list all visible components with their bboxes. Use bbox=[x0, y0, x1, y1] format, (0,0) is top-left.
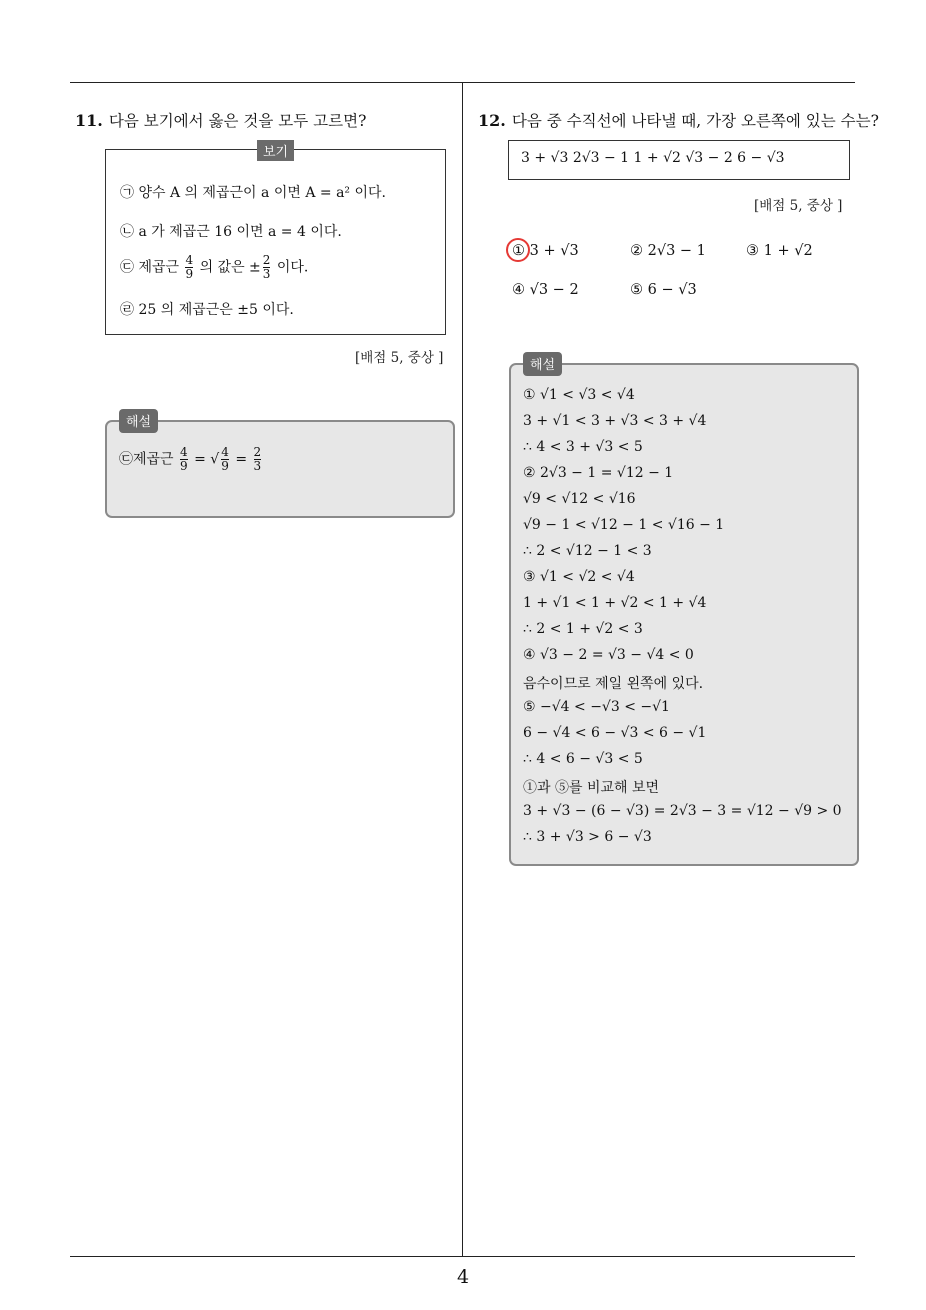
bogi-item-3 bbox=[120, 254, 308, 281]
solution-line: ∴ 2 < √12 − 1 < 3 bbox=[523, 543, 652, 559]
solution-line: √9 − 1 < √12 − 1 < √16 − 1 bbox=[523, 517, 725, 533]
solution-line: ④ √3 − 2 = √3 − √4 < 0 bbox=[523, 647, 694, 663]
page-number: 4 bbox=[456, 1266, 470, 1288]
solution-line: √9 < √12 < √16 bbox=[523, 491, 636, 507]
solution-line: ∴ 4 < 6 − √3 < 5 bbox=[523, 751, 643, 767]
solution-equals-sqrt: = √ bbox=[194, 451, 220, 468]
choice-2[interactable]: ② 2√3 − 1 bbox=[630, 243, 706, 259]
bottom-rule bbox=[70, 1256, 855, 1257]
solution-line: 1 + √1 < 1 + √2 < 1 + √4 bbox=[523, 595, 707, 611]
fraction-numerator: 4 bbox=[221, 445, 229, 459]
bogi-item-4: ㉣ 25 의 제곱근은 ±5 이다. bbox=[120, 302, 294, 318]
choice-4[interactable]: ④ √3 − 2 bbox=[512, 282, 579, 298]
bogi-item-2: ㉡ a 가 제곱근 16 이면 a = 4 이다. bbox=[120, 224, 342, 240]
question-12-title bbox=[478, 109, 879, 131]
fraction-numerator: 2 bbox=[262, 253, 271, 267]
choice-3[interactable]: ③ 1 + √2 bbox=[746, 243, 813, 259]
question-11-meta: [배점 5, 중상 ] bbox=[355, 350, 444, 366]
fraction bbox=[185, 254, 193, 281]
solution-line bbox=[119, 446, 263, 473]
question-12-number: 12. bbox=[478, 111, 506, 130]
fraction bbox=[263, 254, 271, 281]
bogi-label: 보기 bbox=[257, 140, 294, 161]
solution-line: 3 + √3 − (6 − √3) = 2√3 − 3 = √12 − √9 > 0 bbox=[523, 803, 842, 819]
question-12-box-text: 3 + √3 2√3 − 1 1 + √2 √3 − 2 6 − √3 bbox=[521, 150, 785, 166]
question-12-meta: [배점 5, 중상 ] bbox=[754, 198, 843, 214]
fraction-numerator: 2 bbox=[253, 445, 262, 459]
question-12-solution bbox=[509, 358, 859, 866]
fraction-denominator: 3 bbox=[253, 459, 262, 474]
question-12-text: 다음 중 수직선에 나타낼 때, 가장 오른쪽에 있는 수는? bbox=[511, 112, 879, 130]
fraction bbox=[254, 446, 262, 473]
fraction-numerator: 4 bbox=[185, 253, 194, 267]
solution-line: 6 − √4 < 6 − √3 < 6 − √1 bbox=[523, 725, 707, 741]
bogi-item-3-end: 이다. bbox=[276, 259, 309, 276]
question-11-number: 11. bbox=[75, 111, 103, 130]
solution-line: ① √1 < √3 < √4 bbox=[523, 387, 635, 403]
solution-prefix: ㉢제곱근 bbox=[119, 451, 174, 468]
question-11-text: 다음 보기에서 옳은 것을 모두 고르면? bbox=[108, 112, 367, 130]
fraction-numerator: 4 bbox=[180, 445, 188, 459]
fraction-denominator: 9 bbox=[221, 459, 229, 474]
solution-label: 해설 bbox=[119, 409, 158, 433]
fraction-denominator: 9 bbox=[185, 267, 194, 282]
solution-equals: = bbox=[235, 451, 248, 468]
solution-line: ③ √1 < √2 < √4 bbox=[523, 569, 635, 585]
solution-line: ∴ 3 + √3 > 6 − √3 bbox=[523, 829, 652, 845]
choice-1[interactable]: ① 3 + √3 bbox=[512, 243, 579, 259]
question-12-box bbox=[508, 140, 850, 180]
question-11-solution bbox=[105, 415, 455, 518]
bogi-box bbox=[105, 145, 446, 335]
bogi-item-3-prefix: ㉢ 제곱근 bbox=[120, 259, 180, 276]
column-divider bbox=[462, 83, 463, 1256]
solution-line: ①과 ⑤를 비교해 보면 bbox=[523, 780, 660, 796]
choice-5[interactable]: ⑤ 6 − √3 bbox=[630, 282, 697, 298]
fraction bbox=[221, 446, 229, 473]
solution-line: 3 + √1 < 3 + √3 < 3 + √4 bbox=[523, 413, 707, 429]
fraction-denominator: 3 bbox=[262, 267, 271, 282]
question-11-title bbox=[75, 109, 366, 131]
solution-line: ∴ 2 < 1 + √2 < 3 bbox=[523, 621, 643, 637]
bogi-item-3-mid: 의 값은 ± bbox=[199, 259, 261, 276]
solution-label: 해설 bbox=[523, 352, 562, 376]
bogi-item-1: ㉠ 양수 A 의 제곱근이 a 이면 A = a² 이다. bbox=[120, 185, 386, 201]
solution-line: ∴ 4 < 3 + √3 < 5 bbox=[523, 439, 643, 455]
solution-line: ⑤ −√4 < −√3 < −√1 bbox=[523, 699, 670, 715]
solution-line: ② 2√3 − 1 = √12 − 1 bbox=[523, 465, 674, 481]
fraction bbox=[180, 446, 188, 473]
solution-line: 음수이므로 제일 왼쪽에 있다. bbox=[523, 676, 704, 692]
fraction-denominator: 9 bbox=[180, 459, 188, 474]
